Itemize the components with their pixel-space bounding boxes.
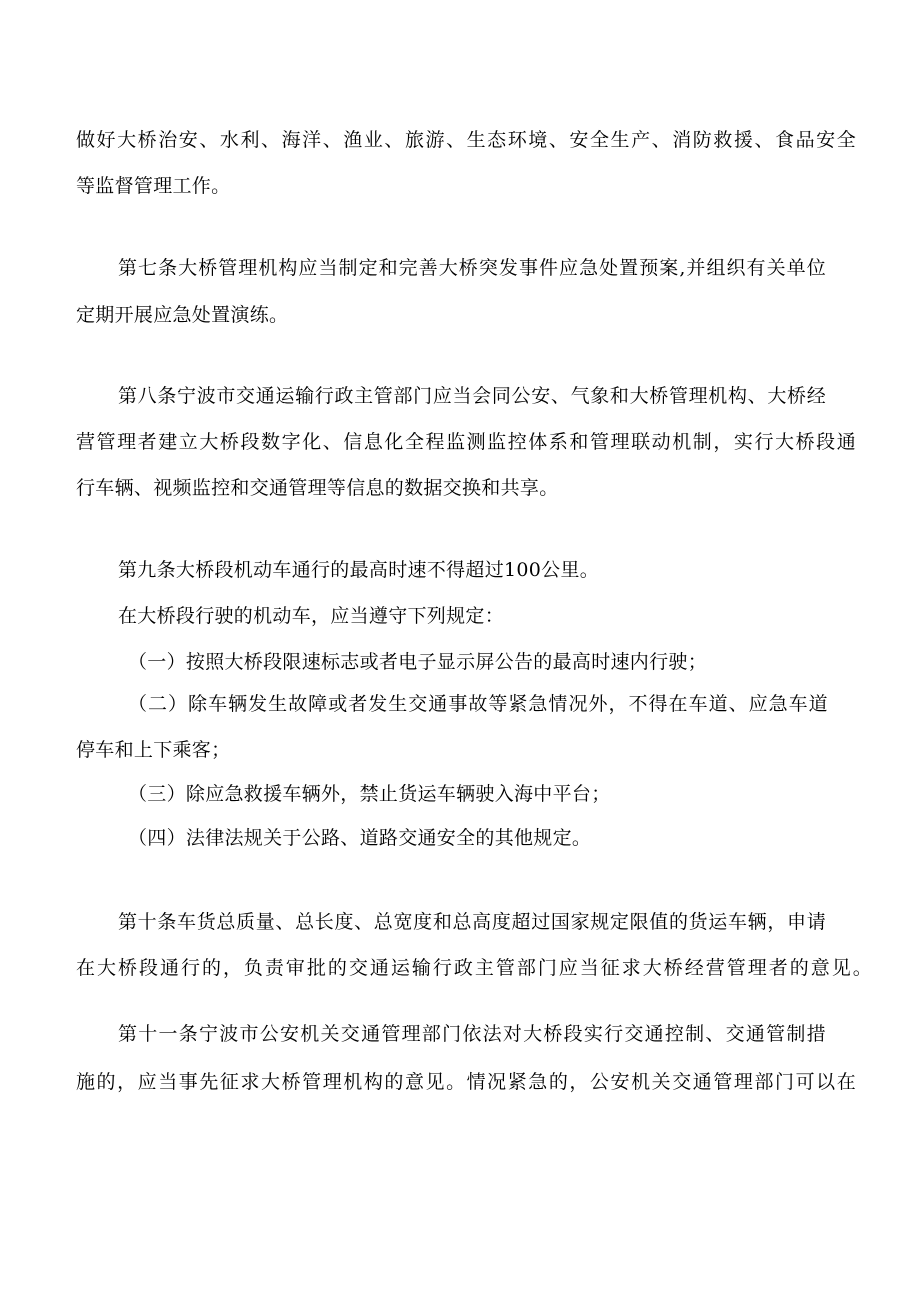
article-8-line: 第八条宁波市交通运输行政主管部门应当会同公安、气象和大桥管理机构、大桥经	[118, 385, 826, 407]
article-10-line: 第十条车货总质量、总长度、总宽度和总高度超过国家规定限值的货运车辆，申请	[118, 911, 826, 933]
article-10-line: 在大桥段通行的，负责审批的交通运输行政主管部门应当征求大桥经营管理者的意见。	[76, 957, 872, 979]
article-8-line: 营管理者建立大桥段数字化、信息化全程监测监控体系和管理联动机制，实行大桥段通	[76, 431, 856, 453]
article-9-item-4: （四）法律法规关于公路、道路交通安全的其他规定。	[128, 827, 592, 849]
article-7-line: 第七条大桥管理机构应当制定和完善大桥突发事件应急处置预案,并组织有关单位	[118, 257, 826, 279]
article-9-item-3: （三）除应急救援车辆外，禁止货运车辆驶入海中平台；	[128, 783, 611, 805]
article-11-line: 施的，应当事先征求大桥管理机构的意见。情况紧急的，公安机关交通管理部门可以在	[76, 1071, 856, 1093]
article-9-item-1: （一）按照大桥段限速标志或者电子显示屏公告的最高时速内行驶；	[128, 651, 708, 673]
paragraph-line: 做好大桥治安、水利、海洋、渔业、旅游、生态环境、安全生产、消防救援、食品安全	[76, 129, 856, 151]
article-7-line: 定期开展应急处置演练。	[76, 304, 289, 326]
article-9-item-2: （二）除车辆发生故障或者发生交通事故等紧急情况外，不得在车道、应急车道	[128, 693, 828, 715]
article-11-line: 第十一条宁波市公安机关交通管理部门依法对大桥段实行交通控制、交通管制措	[118, 1023, 826, 1045]
paragraph-line: 等监督管理工作。	[76, 175, 231, 197]
article-9-line: 在大桥段行驶的机动车，应当遵守下列规定：	[118, 605, 505, 627]
article-9-line: 第九条大桥段机动车通行的最高时速不得超过100公里。	[118, 559, 600, 581]
article-9-item-2-cont: 停车和上下乘客；	[76, 739, 231, 761]
article-8-line: 行车辆、视频监控和交通管理等信息的数据交换和共享。	[76, 477, 559, 499]
